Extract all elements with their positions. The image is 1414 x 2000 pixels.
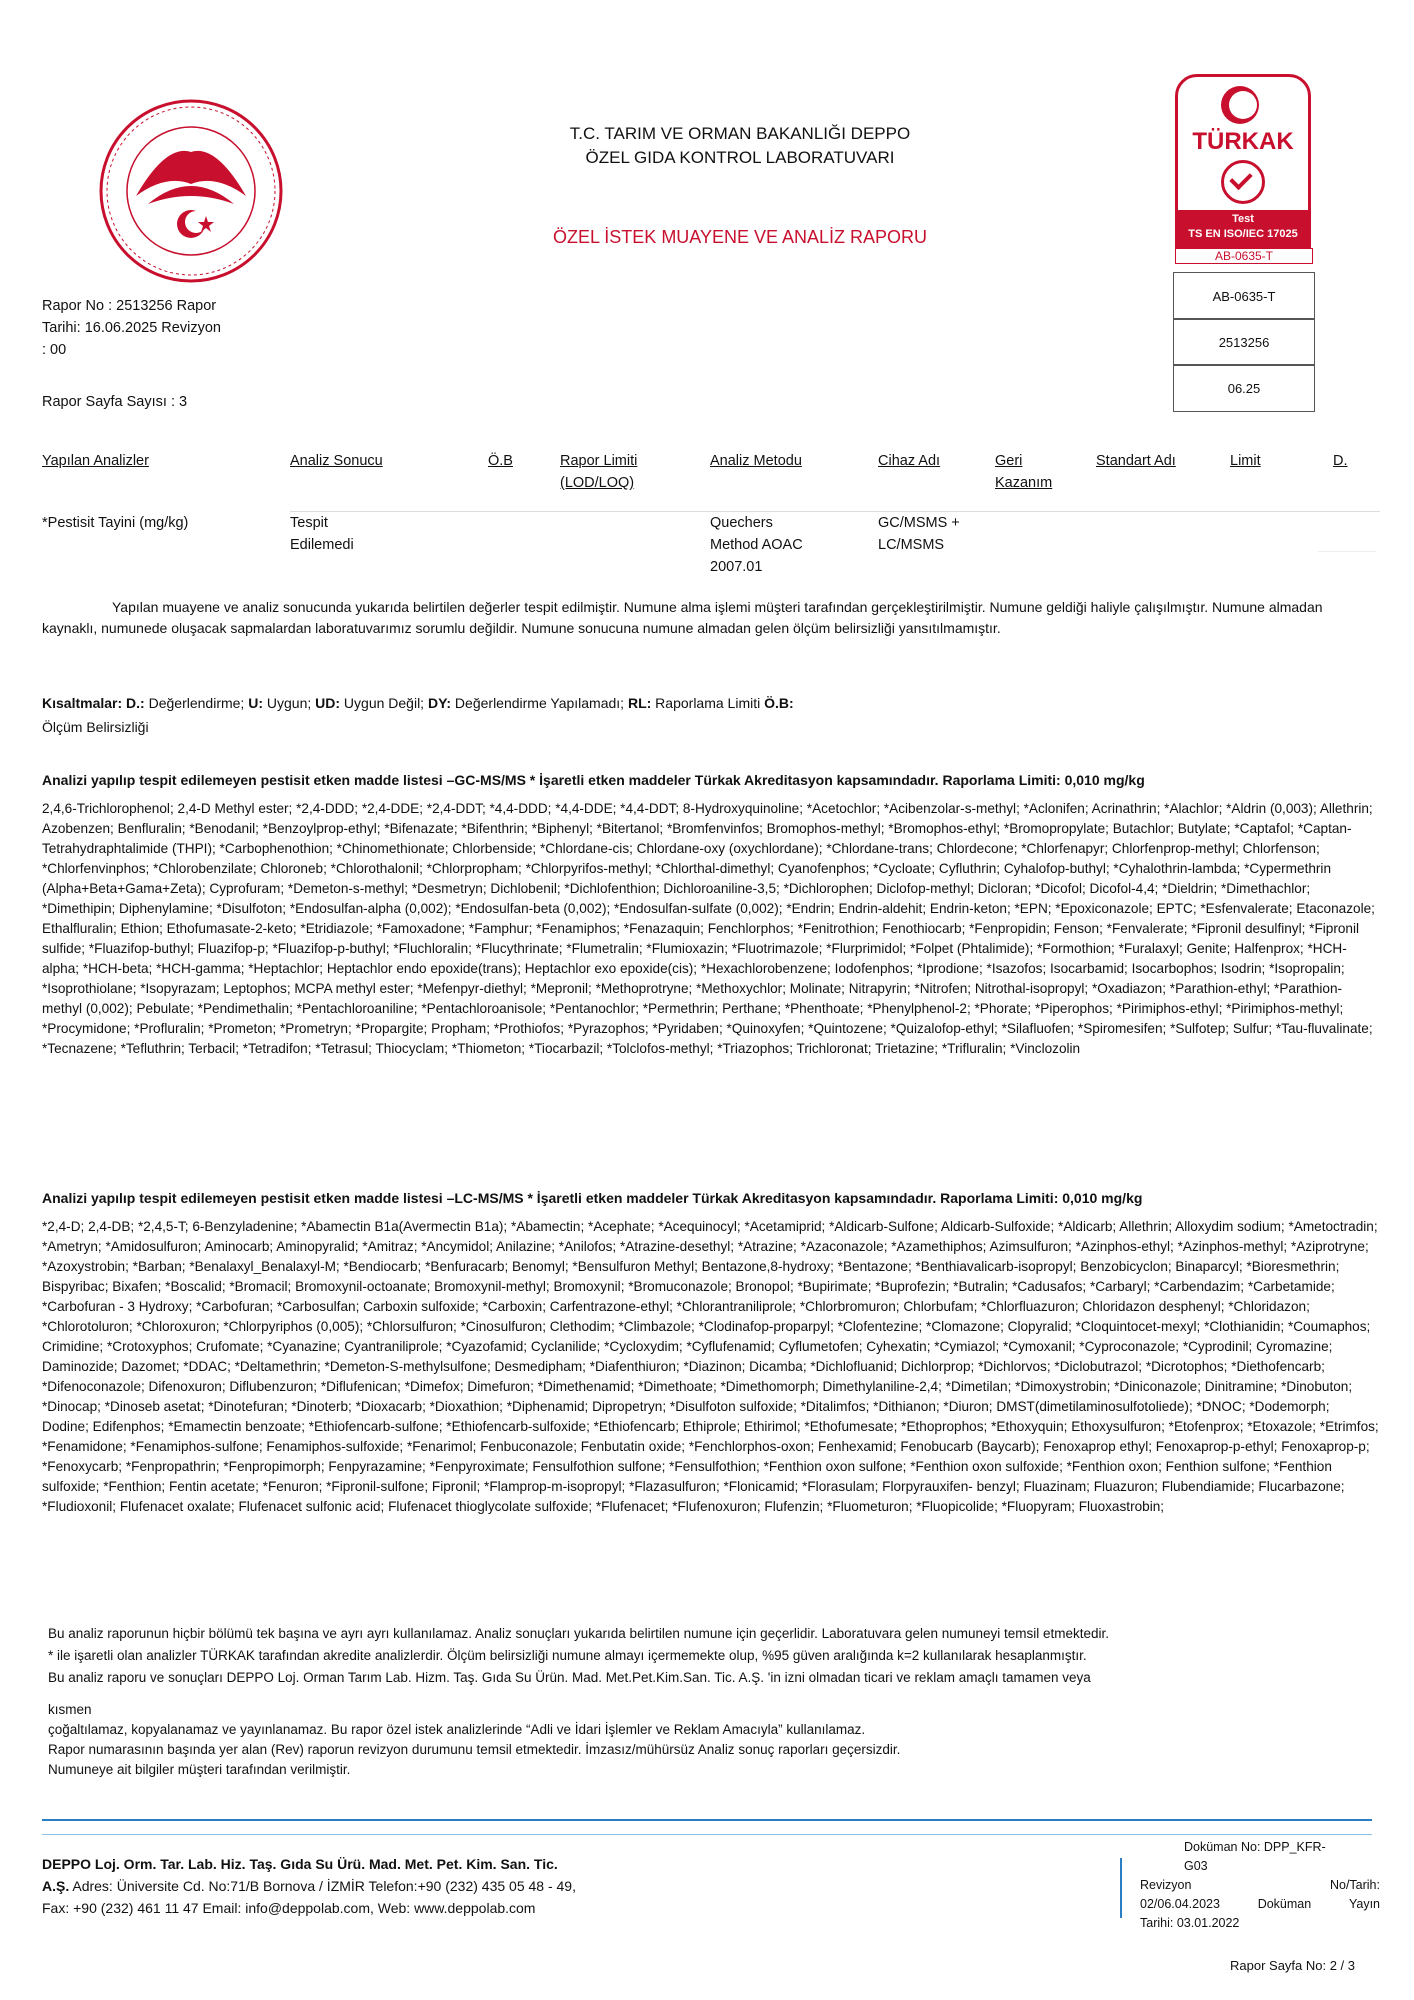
col-header-method: Analiz Metodu <box>710 453 802 469</box>
row-divider <box>1318 551 1376 552</box>
col-header-report-limit: Rapor Limiti (LOD/LOQ) <box>560 453 638 491</box>
abbreviations <box>42 693 1377 737</box>
doc-publish-date: Tarihi: 03.01.2022 <box>1140 1916 1240 1930</box>
abbr-key-rl: RL: <box>627 695 652 711</box>
col-header-ob: Ö.B <box>488 453 513 469</box>
note-7: Numuneye ait bilgiler müşteri tarafından verilmiştir. <box>48 1762 351 1777</box>
company-contact: Fax: +90 (232) 461 11 47 Email: info@deppolab.com, Web: www.deppolab.com <box>42 1900 536 1916</box>
abbr-title: Kısaltmalar: <box>42 695 123 711</box>
col-header-standard: Standart Adı <box>1096 453 1176 469</box>
abbr-key-ud: UD: <box>315 695 341 711</box>
turkak-brand: TÜRKAK <box>1192 128 1294 155</box>
report-date-line: Tarihi: 16.06.2025 Revizyon <box>42 320 221 336</box>
footer-company <box>42 1853 1082 1919</box>
date-code-box: 06.25 <box>1173 364 1315 412</box>
doc-document-label: Doküman <box>1257 1897 1312 1911</box>
page-count: Rapor Sayfa Sayısı : 3 <box>42 394 188 410</box>
doc-revision-date: 02/06.04.2023 <box>1140 1897 1220 1911</box>
col-header-result: Analiz Sonucu <box>290 453 383 469</box>
company-address: Adres: Üniversite Cd. No:71/B Bornova / İZMİR Telefon:+90 (232) 435 05 48 - 49, <box>69 1878 576 1894</box>
row-analysis: *Pestisit Tayini (mg/kg) <box>42 515 189 531</box>
table-divider <box>290 511 1380 512</box>
abbr-key-u: U: <box>248 695 263 711</box>
abbr-key-dy: DY: <box>427 695 452 711</box>
ministry-seal-logo <box>96 96 286 286</box>
doc-no-cont: G03 <box>1184 1859 1208 1873</box>
doc-publish-label: Yayın <box>1348 1897 1380 1911</box>
turkak-logo <box>1173 72 1313 262</box>
revision-line: : 00 <box>42 342 67 358</box>
company-name: DEPPO Loj. Orm. Tar. Lab. Hiz. Taş. Gıda Su Ürü. Mad. Met. Pet. Kim. San. Tic. <box>42 1856 558 1872</box>
footer-rule-thin <box>42 1834 1372 1835</box>
report-number-box: 2513256 <box>1173 318 1315 366</box>
col-header-recovery: Geri Kazanım <box>995 453 1053 491</box>
footer-doc-info <box>1140 1838 1380 1933</box>
ministry-line-1: T.C. TARIM VE ORMAN BAKANLIĞI DEPPO <box>569 124 911 143</box>
doc-revision-label: Revizyon <box>1140 1878 1192 1892</box>
footer-separator <box>1120 1858 1122 1918</box>
footer-rule-top <box>42 1819 1372 1821</box>
abbr-last: Ölçüm Belirsizliği <box>42 719 149 735</box>
note-2: * ile işaretli olan analizler TÜRKAK tarafından akredite analizlerdir. Ölçüm belirsizliği numune almayı içermemekte olup, %95 güven aralığında k=2 kullanılarak hesaplanmıştır. <box>48 1648 1087 1663</box>
abbr-val-dy: Değerlendirme Yapılamadı; <box>451 695 628 711</box>
doc-revision-no-label: No/Tarih: <box>1329 1878 1380 1892</box>
lc-list: *2,4-D; 2,4-DB; *2,4,5-T; 6-Benzyladenine; *Abamectin B1a(Avermectin B1a); *Abamectin; *Acephate; *Acequinocyl; *Acetamiprid; *Aldicarb-Sulfone; Aldicarb-Sulfoxide; *Aldicarb; Allethrin; Alloxydim sodium; *Ametoctradin; *Ametryn; *Amidosulfuron; Aminocarb; Aminopyralid; *Amitraz; *Ancymidol; Anilazine; *Anilofos; *Atrazine-desethyl; *Atrazine; *Azaconazole; *Azamethiphos; Azimsulfuron; *Azinphos-ethyl; *Azinphos-methyl; *Aziprotryne; *Azoxystrobin; *Barban; *Benalaxyl_Benalaxyl-M; *Bendiocarb; *Benfuracarb; Benomyl; *Bensulfuron Methyl; Bentazone,8-hydroxy; *Bentazone; *Benthiavalicarb-isopropyl; Benzobicyclon; Binaparcyl; *Bioresmethrin; Bispyribac; Bixafen; *Boscalid; *Bromacil; Bromoxynil-octoanate; Bromoxynil-methyl; Bromoxynil; *Bromuconazole; Bronopol; *Bupirimate; *Buprofezin; *Butralin; *Cadusafos; *Carbaryl; *Carbendazim; *Carbetamide; *Carbofuran - 3 Hydroxy; *Carbofuran; *Carbosulfan; Carboxin sulfoxide; *Carboxin; Carfentrazone-ethyl; *Chlorantraniliprole; *Chlorbromuron; Chlorbufam; *Chlorfluazuron; Chloridazon desphenyl; *Chloridazon; *Chlorotoluron; *Chloroxuron; *Chlorpyriphos (0,005); *Chlorsulfuron; *Cinosulfuron; Clethodim; *Climbazole; *Clodinafop-proparpyl; *Clofentezine; *Clomazone; Clopyralid; *Cloquintocet-mexyl; *Clothianidin; *Coumaphos; Crimidine; *Crotoxyphos; Crufomate; *Cyanazine; Cyantraniliprole; *Cyazofamid; Cyclanilide; *Cycloxydim; *Cyflufenamid; Cyflumetofen; Cyhexatin; *Cymiazol; *Cymoxanil; *Cyproconazole; *Cyprodinil; Cyromazine; Daminozide; Dazomet; *DDAC; *Deltamethrin; *Demeton-S-methylsulfone; Desmedipham; *Diafenthiuron; *Diazinon; Dicamba; *Dichlofluanid; Dichlorprop; *Dichlorvos; *Diclobutrazol; *Dicrotophos; *Diethofencarb; *Difenoconazole; Difenoxuron; Diflubenzuron; *Diflufenican; *Dimefox; Dimefuron; *Dimethenamid; *Dimethoate; *Dimethomorph; Dimethylaniline-2,4; *Dimetilan; *Dimoxystrobin; *Diniconazole; Dinitramine; *Dinobuton; *Dinocap; *Dinoseb asetat; *Dinotefuran; *Dinoterb; *Dioxacarb; *Dioxathion; *Diphenamid; Dipropetryn; *Disulfoton sulfoxide; *Ditalimfos; *Dithianon; *Diuron; DMST(dimetilaminosulfotoliede); *DNOC; *Dodemorph; Dodine; Edifenphos; *Emamectin benzoate; *Ethiofencarb-sulfone; *Ethiofencarb-sulfoxide; *Ethiofencarb; Ethiprole; Ethirimol; *Ethofumesate; *Ethoprophos; *Ethoxyquin; Ethoxysulfuron; *Etofenprox; *Etoxazole; *Etrimfos; *Fenamidone; *Fenamiphos-sulfone; Fenamiphos-sulfoxide; *Fenarimol; Fenbuconazole; Fenbutatin oxide; *Fenchlorphos-oxon; Fenhexamid; Fenobucarb (Baycarb); Fenoxaprop ethyl; Fenoxaprop-p-ethyl; Fenoxaprop-p; *Fenoxycarb; *Fenpropathrin; *Fenpropimorph; Fenpyrazamine; *Fenpyroximate; Fensulfothion sulfone; *Fensulfothion; *Fenthion oxon sulfone; *Fenthion oxon sulfoxide; *Fenthion oxon; Fenthion sulfone; *Fenthion sulfoxide; *Fenthion; Fentin acetate; *Fenuron; *Fipronil-sulfone; Fipronil; *Flamprop-m-isopropyl; *Flazasulfuron; *Flonicamid; *Florasulam; Florpyrauxifen- benzyl; Fluazinam; Fluazuron; Flubendiamide; Flucarbazone; *Fludioxonil; Flufenacet oxalate; Flufenacet sulfonic acid; Flufenacet thioglycolate sulfoxide; *Flufenacet; *Flufenoxuron; Flufenzin; *Fluometuron; *Fluopicolide; *Fluopyram; Fluoxastrobin; <box>42 1219 1379 1514</box>
gc-list: 2,4,6-Trichlorophenol; 2,4-D Methyl ester; *2,4-DDD; *2,4-DDE; *2,4-DDT; *4,4-DDD; *4,4-DDE; *4,4-DDT; 8-Hydroxyquinoline; *Acetochlor; *Acibenzolar-s-methyl; *Aclonifen; Acrinathrin; *Alachlor; *Aldrin (0,003); Allethrin; Azobenzen; Benfluralin; *Benodanil; *Benzoylprop-ethyl; *Bifenazate; *Bifenthrin; *Biphenyl; *Bitertanol; *Bromfenvinfos; Bromophos-methyl; *Bromophos-ethyl; *Bromopropylate; Butachlor; Butylate; *Captafol; *Captan-Tetrahydraphtalimide (THPI); *Carbophenothion; *Chinomethionate; Chlorbenside; *Chlordane-cis; Chlordane-oxy (oxychlordane); *Chlordane-trans; Chlordecone; *Chlorfenapyr; Chlorfenprop-methyl; Chlorfenson; *Chlorfenvinphos; *Chlorobenzilate; Chloroneb; *Chlorothalonil; *Chlorpropham; *Chlorpyrifos-methyl; *Chlorthal-dimethyl; Cyanofenphos; *Cycloate; Cyfluthrin; Cyhalofop-buthyl; *Cyhalothrin-lambda; *Cypermethrin (Alpha+Beta+Gama+Zeta); Cyprofuram; *Demeton-s-methyl; *Desmetryn; Dichlobenil; *Dichlofenthion; Dichloroaniline-3,5; *Dichlorophen; Diclofop-methyl; Dicloran; *Dicofol; Dicofol-4,4; *Dieldrin; *Dimethachlor; *Dimethipin; Diphenylamine; *Disulfoton; *Endosulfan-alpha (0,002); *Endosulfan-beta (0,002); *Endosulfan-sulfate (0,002); *Endrin; Endrin-aldehit; Endrin-keton; *EPN; *Epoxiconazole; EPTC; *Esfenvalerate; Etaconazole; Ethalfluralin; Ethion; Ethofumasate-2-keto; *Etridiazole; *Famoxadone; *Famphur; *Fenamiphos; *Fenazaquin; Fenchlorphos; *Fenitrothion; Fenothiocarb; *Fenpropidin; Fenson; *Fenvalerate; *Fipronil desulfinyl; *Fipronil sulfide; *Fluazifop-buthyl; Fluazifop-p; *Fluazifop-p-buthyl; *Fluchloralin; *Flucythrinate; *Flumetralin; *Flumioxazin; *Fluotrimazole; *Flurprimidol; *Folpet (Phtalimide); *Formothion; *Furalaxyl; Genite; Halfenprox; *HCH-alpha; *HCH-beta; *HCH-gamma; *Heptachlor; Heptachlor endo epoxide(trans); Heptachlor exo epoxide(cis); *Hexachlorobenzene; Iodofenphos; *Iprodione; *Isazofos; Isocarbamid; Isocarbophos; Isodrin; *Isopropalin; *Isoprothiolane; *Isopyrazam; Leptophos; MCPA methyl ester; *Mefenpyr-diethyl; *Mepronil; *Methoprotryne; *Methoxychlor; Molinate; Nitrapyrin; *Nitrofen; Nitrothal-isopropyl; *Oxadiazon; *Parathion-ethyl; *Parathion-methyl (0,002); Pebulate; *Pendimethalin; *Pentachloroaniline; *Pentachloroanisole; *Pentanochlor; *Permethrin; Perthane; *Phenthoate; *Phenylphenol-2; *Phorate; *Piperophos; *Pirimiphos-ethyl; *Pirimiphos-methyl; *Procymidone; *Profluralin; *Prometon; *Prometryn; *Propargite; Propham; *Prothiofos; *Pyrazophos; *Pyridaben; *Quinoxyfen; *Quintozene; *Quizalofop-ethyl; *Silafluofen; *Spiromesifen; *Sulfotep; Sulfur; *Tau-fluvalinate; *Tecnazene; *Tefluthrin; Terbacil; *Tetradifon; *Tetrasul; Thiocyclam; *Thiometon; *Tiocarbazil; *Tolclofos-methyl; *Triazophos; Trichloronat; Trietazine; *Trifluralin; *Vinclozolin <box>42 801 1375 1056</box>
note-6: Rapor numarasının başında yer alan (Rev) raporun revizyon durumunu temsil etmektedir. İmzasız/mühürsüz Analiz sonuç raporları geçersizdir. <box>48 1742 901 1757</box>
abbr-val-ud: Uygun Değil; <box>340 695 428 711</box>
abbr-key-d: D.: <box>126 695 145 711</box>
row-result: Tespit Edilemedi <box>290 515 354 553</box>
note-5: çoğaltılamaz, kopyalanamaz ve yayınlanamaz. Bu rapor özel istek analizlerinde “Adli ve İdari İşlemler ve Reklam Amacıyla” kullanılamaz. <box>48 1722 866 1737</box>
col-header-device: Cihaz Adı <box>878 453 941 469</box>
report-no-line: Rapor No : 2513256 Rapor <box>42 298 217 314</box>
report-number-block <box>42 295 221 361</box>
col-header-limit: Limit <box>1230 453 1261 469</box>
company-suffix: A.Ş. <box>42 1878 70 1894</box>
col-header-evaluation: D. <box>1333 453 1348 469</box>
doc-no: Doküman No: DPP_KFR- <box>1184 1840 1326 1854</box>
accreditation-code-box: AB-0635-T <box>1173 272 1315 320</box>
turkak-standard: TS EN ISO/IEC 17025 <box>1188 228 1298 240</box>
report-title: ÖZEL İSTEK MUAYENE VE ANALİZ RAPORU <box>552 227 928 247</box>
note-1: Bu analiz raporunun hiçbir bölümü tek başına ve ayrı ayrı kullanılamaz. Analiz sonuçları yukarıda belirtilen numune için geçerlidir. Laboratuvara gelen numuneyi temsil etmektedir. <box>48 1626 1110 1641</box>
footer-page-number: Rapor Sayfa No: 2 / 3 <box>1230 1958 1356 1973</box>
notes-block <box>48 1624 1378 1780</box>
abbr-key-ob: Ö.B: <box>764 695 794 711</box>
turkak-code: AB-0635-T <box>1175 248 1313 264</box>
row-method: Quechers Method AOAC 2007.01 <box>710 515 803 575</box>
row-device: GC/MSMS + LC/MSMS <box>878 515 960 553</box>
abbr-val-u: Uygun; <box>263 695 316 711</box>
abbr-val-rl: Raporlama Limiti <box>651 695 765 711</box>
ministry-line-2: ÖZEL GIDA KONTROL LABORATUVARI <box>585 148 895 167</box>
note-3: Bu analiz raporu ve sonuçları DEPPO Loj. Orman Tarım Lab. Hizm. Taş. Gıda Su Ürün. Mad. Met.Pet.Kim.San. Tic. A.Ş. 'in izni olmadan ticari ve reklam amaçlı tamamen veya <box>48 1670 1091 1685</box>
turkak-test-label: Test <box>1232 213 1254 225</box>
result-statement: Yapılan muayene ve analiz sonucunda yukarıda belirtilen değerler tespit edilmiştir. Numune alma işlemi müşteri tarafından gerçekleştirilmiştir. Numune geldiği haliyle çalışılmıştır. Numune almadan kaynaklı, numunede oluşacak sapmalardan laboratuvarımız sorumlu değildir. Numune sonucuna numune almadan gelen ölçüm belirsizliği yansıtılmamıştır. <box>42 599 1323 636</box>
col-header-analyses: Yapılan Analizler <box>42 453 149 469</box>
abbr-val-d: Değerlendirme; <box>144 695 249 711</box>
lc-heading: Analizi yapılıp tespit edilemeyen pestisit etken madde listesi –LC-MS/MS * İşaretli etken maddeler Türkak Akreditasyon kapsamındadır. Raporlama Limiti: 0,010 mg/kg <box>42 1190 1143 1206</box>
gc-heading: Analizi yapılıp tespit edilemeyen pestisit etken madde listesi –GC-MS/MS * İşaretli etken maddeler Türkak Akreditasyon kapsamındadır. Raporlama Limiti: 0,010 mg/kg <box>42 772 1145 788</box>
note-4: kısmen <box>48 1702 92 1717</box>
